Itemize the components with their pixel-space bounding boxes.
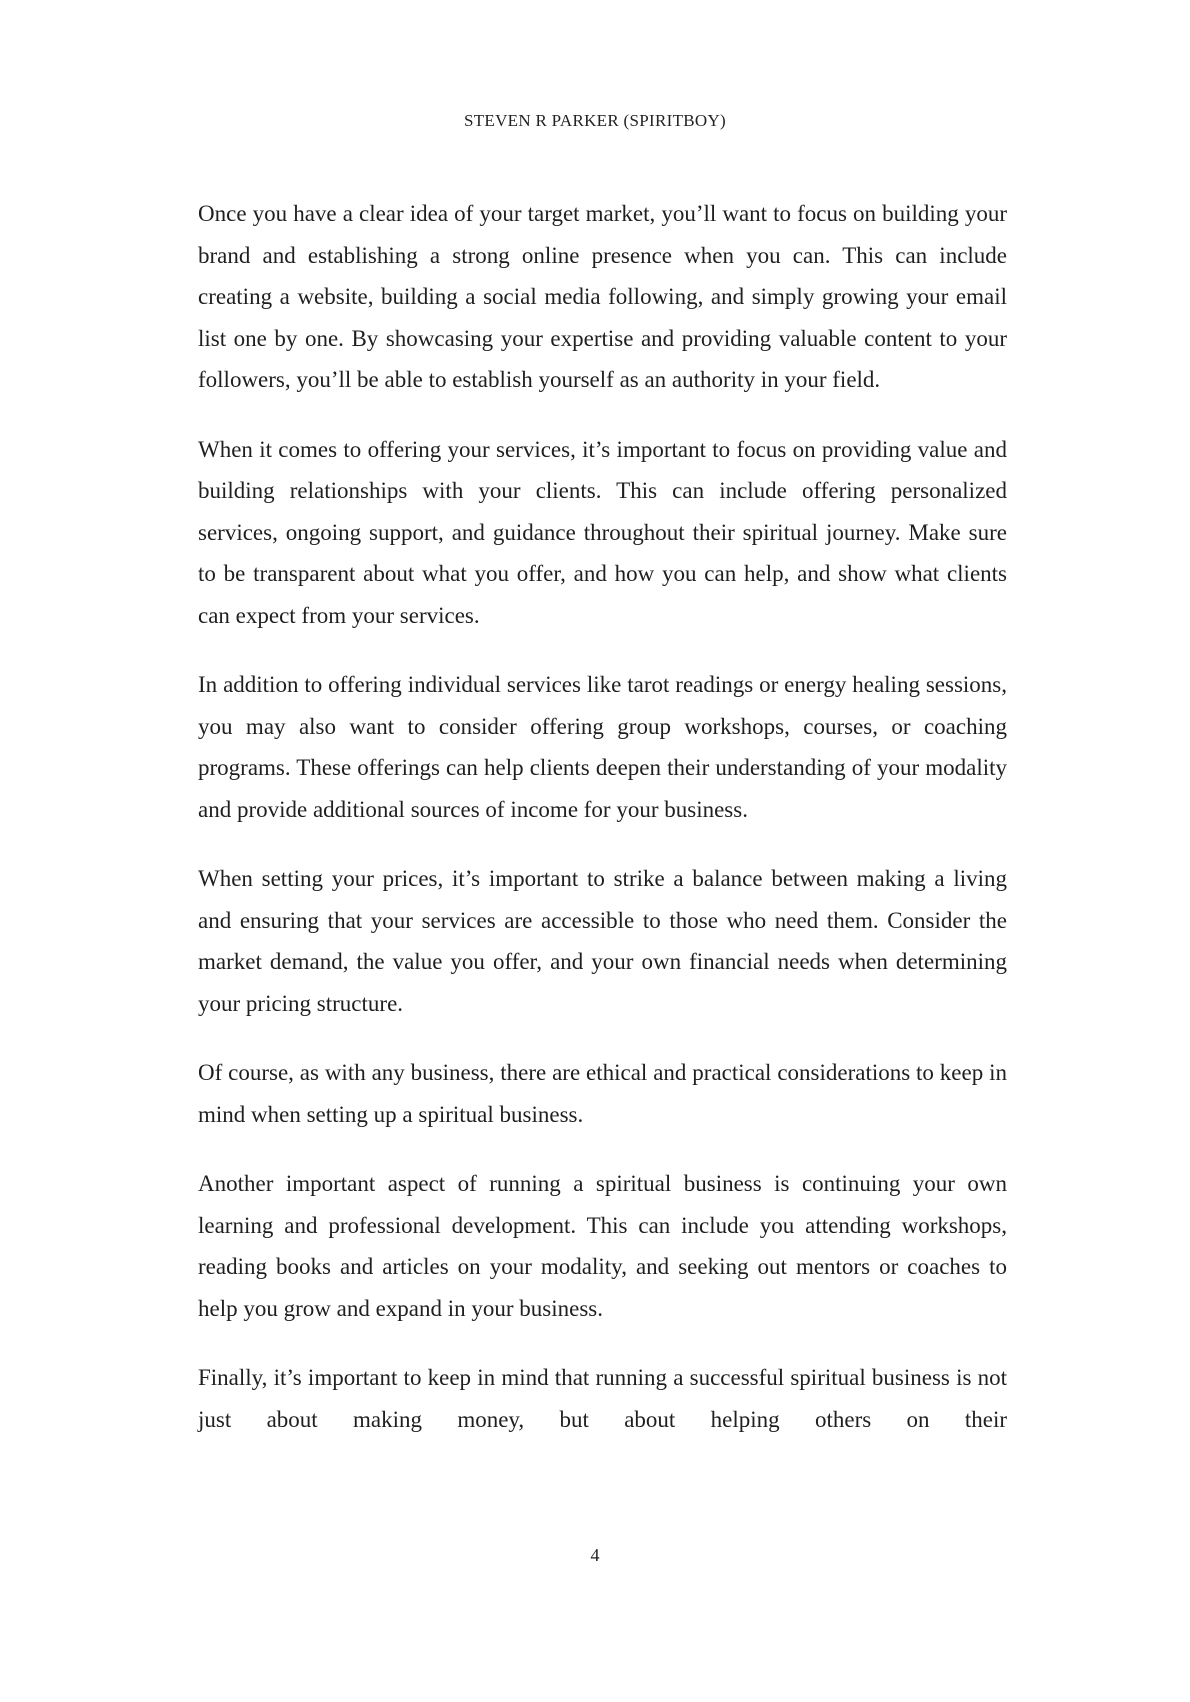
paragraph-group-offerings: In addition to offering individual services like tarot readings or energy healing sessions, you may also want to consider offering group workshops, courses, or coaching programs. These offerings can help clients deepen their understanding of your modality and provide additional sources of income for your business. [198, 672, 1007, 822]
running-header: STEVEN R PARKER (SPIRITBOY) [463, 111, 727, 130]
paragraph-ethical-considerations: Of course, as with any business, there are ethical and practical considerations to keep in mind when setting up a spiritual business. [198, 1060, 1007, 1127]
paragraph-target-market: Once you have a clear idea of your target market, you’ll want to focus on building your brand and establishing a strong online presence when you can. This can include creating a website, building a social media following, and simply growing your email list one by one. By showcasing your expertise and providing valuable content to your followers, you’ll be able to establish yourself as an authority in your field. [198, 201, 1007, 392]
body-text [198, 193, 1007, 1440]
page-number: 4 [590, 1545, 600, 1565]
paragraph-setting-prices: When setting your prices, it’s important to strike a balance between making a living and ensuring that your services are accessible to those who need them. Consider the market demand, the value you offer, and your own financial needs when determining your pricing structure. [198, 866, 1007, 1016]
paragraph-finally: Finally, it’s important to keep in mind that running a successful spiritual business is not just about making money, but about helping others on their [198, 1365, 1007, 1432]
paragraph-offering-services: When it comes to offering your services, it’s important to focus on providing value and building relationships with your clients. This can include offering personalized services, ongoing support, and guidance throughout their spiritual journey. Make sure to be transparent about what you offer, and how you can help, and show what clients can expect from your services. [198, 436, 1007, 628]
paragraph-professional-development: Another important aspect of running a spiritual business is continuing your own learning and professional development. This can include you attending workshops, reading books and articles on your modality, and seeking out mentors or coaches to help you grow and expand in your business. [198, 1171, 1007, 1321]
